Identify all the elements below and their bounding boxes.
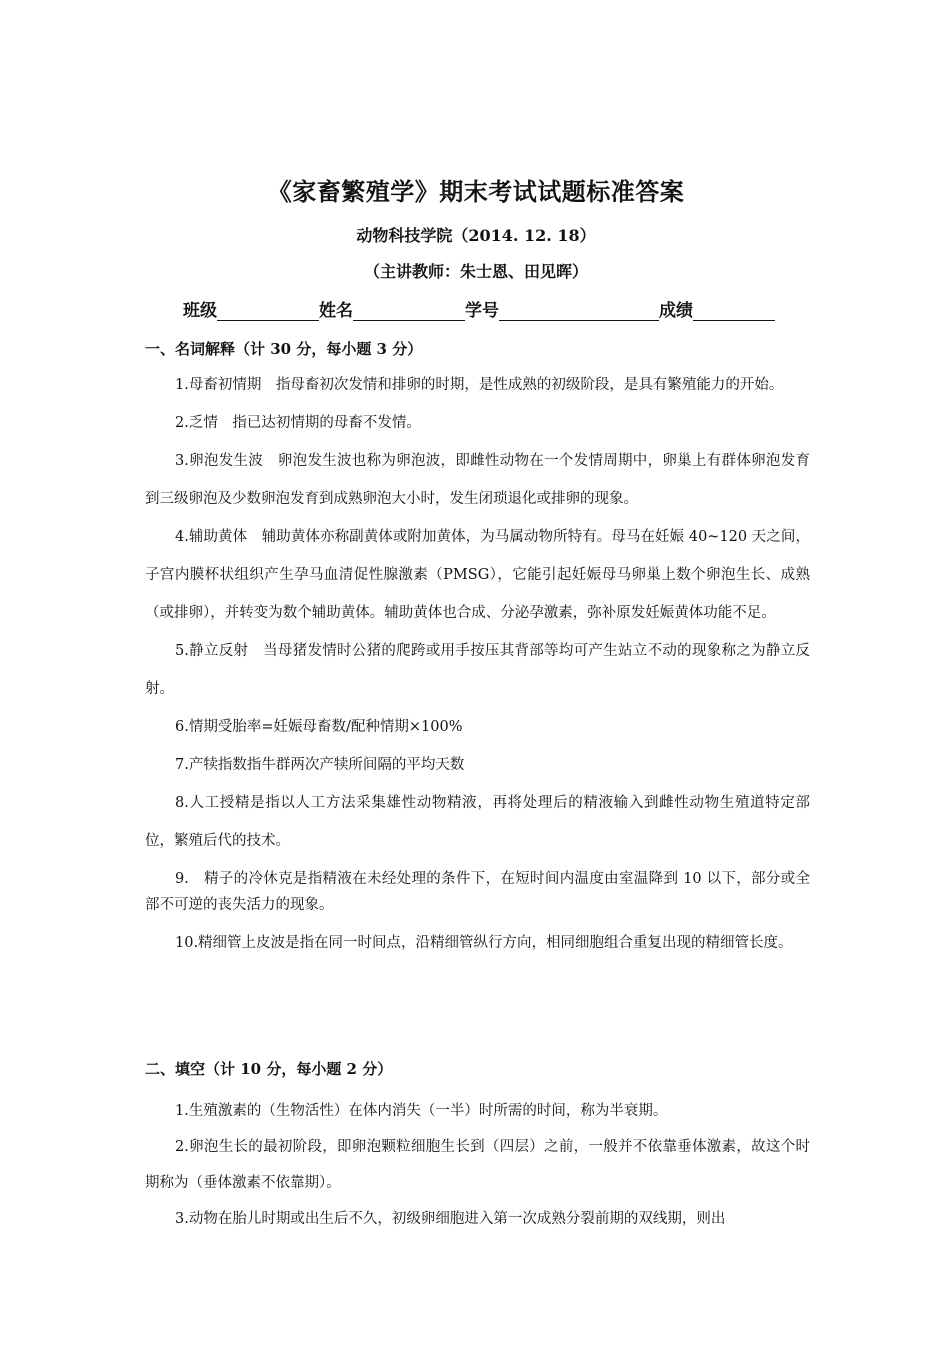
class-label: 班级 [183,301,217,321]
section1-heading: 一、名词解释（计 30 分，每小题 3 分） [145,340,423,358]
score-blank [693,300,775,321]
student-id-label: 学号 [465,301,499,321]
term-definition: 6.情期受胎率=妊娠母畜数/配种情期×100% [175,719,463,735]
teachers-line: （主讲教师：朱士恩、田见晖） [363,262,588,281]
section2-heading: 二、填空（计 10 分，每小题 2 分） [145,1060,393,1078]
score-label: 成绩 [659,301,693,321]
fill-blank-answer: 2.卵泡生长的最初阶段，即卵泡颗粒细胞生长到（四层）之前，一般并不依靠垂体激素，故这个时期称为（垂体激素不依靠期）。 [145,1139,810,1191]
term-definition: 7.产犊指数指牛群两次产犊所间隔的平均天数 [175,757,465,773]
college-date: 动物科技学院（2014. 12. 18） [356,226,596,245]
document-title: 《家畜繁殖学》期末考试试题标准答案 [267,177,685,206]
term-definition: 3.卵泡发生波 卵泡发生波也称为卵泡波，即雌性动物在一个发情周期中，卵巢上有群体卵泡发育到三级卵泡及少数卵泡发育到成熟卵泡大小时，发生闭琐退化或排卵的现象。 [145,453,810,507]
class-blank [217,300,319,321]
term-definition: 1.母畜初情期 指母畜初次发情和排卵的时期，是性成熟的初级阶段，是具有繁殖能力的开始。 [175,377,784,393]
section2-content [145,1093,810,1237]
student-info-row [183,296,808,321]
name-blank [353,300,465,321]
term-definition: 5.静立反射 当母猪发情时公猪的爬跨或用手按压其背部等均可产生站立不动的现象称之为静立反射。 [145,643,810,697]
fill-blank-answer: 3.动物在胎儿时期或出生后不久，初级卵细胞进入第一次成熟分裂前期的双线期，则出 [175,1211,726,1227]
term-definition: 9. 精子的冷休克是指精液在未经处理的条件下，在短时间内温度由室温降到 10 以下，部分或全部不可逆的丧失活力的现象。 [145,871,810,913]
term-definition: 10.精细管上皮波是指在同一时间点，沿精细管纵行方向，相同细胞组合重复出现的精细管长度。 [175,935,793,951]
student-id-blank [499,300,659,321]
term-definition: 4.辅助黄体 辅助黄体亦称副黄体或附加黄体，为马属动物所特有。母马在妊娠 40~120 天之间，子宫内膜杯状组织产生孕马血清促性腺激素（PMSG），它能引起妊娠母马卵巢上数个卵泡生长、成熟（或排卵），并转变为数个辅助黄体。辅助黄体也合成、分泌孕激素，弥补原发妊娠黄体功能不足。 [145,529,810,621]
term-definition: 2.乏情 指已达初情期的母畜不发情。 [175,415,421,431]
name-label: 姓名 [319,301,353,321]
section1-content [145,366,810,962]
fill-blank-answer: 1.生殖激素的（生物活性）在体内消失（一半）时所需的时间，称为半衰期。 [175,1103,668,1119]
term-definition: 8.人工授精是指以人工方法采集雄性动物精液，再将处理后的精液输入到雌性动物生殖道特定部位，繁殖后代的技术。 [145,795,810,849]
